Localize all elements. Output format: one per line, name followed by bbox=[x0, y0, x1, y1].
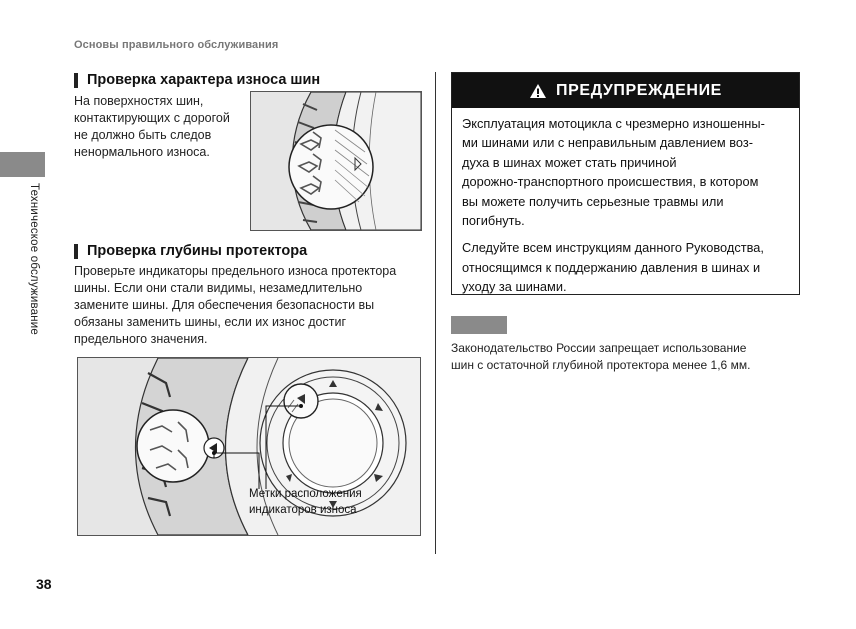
warning-header bbox=[452, 73, 799, 108]
callout-line: Метки расположения bbox=[249, 488, 362, 500]
text-line: Эксплуатация мотоцикла с чрезмерно изношенны- bbox=[462, 116, 765, 131]
note-text bbox=[451, 340, 791, 374]
warning-paragraph-1 bbox=[462, 114, 789, 230]
text-line: На поверхностях шин, bbox=[74, 94, 204, 108]
warning-triangle-icon bbox=[529, 83, 547, 99]
text-line: духа в шинах может стать причиной bbox=[462, 154, 677, 170]
text-line: шины. Если они стали видимы, незамедлительно bbox=[74, 281, 363, 295]
warning-body bbox=[452, 108, 799, 297]
running-header: Основы правильного обслуживания bbox=[74, 39, 279, 51]
text-line: вы можете получить серьезные травмы или bbox=[462, 193, 724, 209]
heading-tread-depth-text: Проверка глубины протектора bbox=[87, 243, 308, 259]
warning-box bbox=[451, 72, 800, 295]
heading-bar bbox=[74, 73, 78, 88]
heading-tread-depth bbox=[74, 243, 307, 259]
tire-tread-illustration bbox=[251, 92, 421, 230]
text-line: обязаны заменить шины, если их износ достиг bbox=[74, 315, 347, 329]
heading-bar bbox=[74, 244, 78, 259]
text-line: ми шинами или с неправильным давлением воз- bbox=[462, 135, 754, 151]
text-line: предельного значения. bbox=[74, 332, 208, 346]
warning-title: ПРЕДУПРЕЖДЕНИЕ bbox=[556, 81, 722, 99]
text-line: дорожно-транспортного происшествия, в котором bbox=[462, 174, 759, 190]
warning-paragraph-2 bbox=[462, 238, 789, 296]
tire-wear-text bbox=[74, 93, 249, 161]
text-line: шин с остаточной глубиной протектора менее 1,6 мм. bbox=[451, 358, 751, 372]
wear-indicator-callout bbox=[249, 487, 362, 518]
tread-depth-text bbox=[74, 263, 424, 348]
section-tab-marker bbox=[0, 152, 45, 177]
text-line: Следуйте всем инструкциям данного Руководства, bbox=[462, 240, 764, 256]
heading-tire-wear-text: Проверка характера износа шин bbox=[87, 72, 321, 88]
text-line: уходу за шинами. bbox=[462, 279, 567, 295]
section-tab-label: Техническое обслуживание bbox=[28, 183, 40, 335]
tire-wear-figure bbox=[250, 91, 422, 231]
page-number: 38 bbox=[36, 576, 52, 592]
text-line: Законодательство России запрещает использование bbox=[451, 341, 747, 355]
text-line: относящимся к поддержанию давления в шинах и bbox=[462, 259, 761, 275]
text-line: контактирующих с дорогой bbox=[74, 111, 230, 125]
note-tab-marker bbox=[451, 316, 507, 334]
text-line: не должно быть следов bbox=[74, 128, 212, 142]
column-divider bbox=[435, 72, 436, 554]
text-line: замените шины. Для обеспечения безопасности вы bbox=[74, 298, 375, 312]
text-line: погибнуть. bbox=[462, 213, 525, 229]
callout-line: индикаторов износа bbox=[249, 503, 357, 516]
heading-tire-wear bbox=[74, 72, 320, 88]
text-line: Проверьте индикаторы предельного износа протектора bbox=[74, 264, 397, 278]
text-line: ненормального износа. bbox=[74, 145, 210, 159]
